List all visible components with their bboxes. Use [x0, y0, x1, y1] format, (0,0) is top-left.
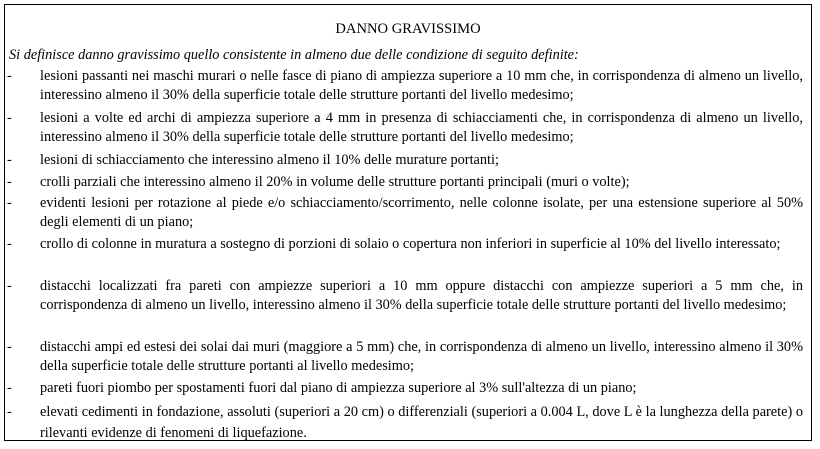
list-item [7, 338, 803, 376]
list-item-text: lesioni di schiacciamento che interessino almeno il 10% delle murature portanti; [40, 152, 499, 168]
list-item-text: lesioni passanti nei maschi murari o nelle fasce di piano di ampiezza superiore a 10 mm che, in corrispondenza di almeno un livello, interessino almeno il 30% della superficie totale delle strutture portanti del livello medesimo; [40, 68, 803, 104]
bullet-dash: - [7, 68, 12, 84]
list-item [7, 235, 803, 254]
list-item-text: crolli parziali che interessino almeno il 20% in volume delle strutture portanti principali (muri o volte); [40, 174, 630, 190]
list-item [7, 151, 803, 170]
list-item-text: evidenti lesioni per rotazione al piede e/o schiacciamento/scorrimento, nelle colonne isolate, per una estensione superiore al 50% degli elementi di un piano; [40, 195, 803, 231]
list-item-text: distacchi ampi ed estesi dei solai dai muri (maggiore a 5 mm) che, in corrispondenza di almeno un livello, interessino almeno il 30% della superficie totale delle strutture portanti al livello medesimo; [40, 339, 803, 375]
list-item-text: pareti fuori piombo per spostamenti fuori dal piano di ampiezza superiore al 3% sull'altezza di un piano; [40, 380, 637, 396]
list-item-text: lesioni a volte ed archi di ampiezza superiore a 4 mm in presenza di schiacciamenti che, in corrispondenza di almeno un livello, interessino almeno il 30% della superficie totale delle strutture portanti del livello medesimo; [40, 110, 803, 146]
list-item [7, 277, 803, 315]
list-item [7, 109, 803, 147]
list-item-text: elevati cedimenti in fondazione, assoluti (superiori a 20 cm) o differenziali (superiori a 0.004 L, dove L è la lunghezza della parete) o rilevanti evidenze di fenomeni di liquefazione. [40, 404, 803, 441]
bullet-dash: - [7, 236, 12, 252]
bullet-dash: - [7, 339, 12, 355]
list-item [7, 402, 803, 444]
bullet-dash: - [7, 174, 12, 190]
bullet-dash: - [7, 404, 12, 420]
bullet-dash: - [7, 152, 12, 168]
bullet-dash: - [7, 278, 12, 294]
list-item-text: distacchi localizzati fra pareti con ampiezze superiori a 10 mm oppure distacchi con ampiezze superiori a 5 mm che, in corrispondenza di almeno un livello, interessino almeno il 30% della superficie totale delle strutture portanti del livello medesimo; [40, 278, 803, 314]
list-item [7, 67, 803, 105]
document-frame [4, 4, 812, 441]
list-item [7, 173, 803, 192]
bullet-dash: - [7, 110, 12, 126]
bullet-dash: - [7, 380, 12, 396]
bullet-dash: - [7, 195, 12, 211]
list-item [7, 379, 803, 398]
list-item [7, 194, 803, 232]
document-title: DANNO GRAVISSIMO [335, 21, 481, 37]
intro-text: Si definisce danno gravissimo quello consistente in almeno due delle condizione di seguito definite: [9, 47, 579, 63]
list-item-text: crollo di colonne in muratura a sostegno di porzioni di solaio o copertura non inferiori in superficie al 10% del livello interessato; [40, 236, 781, 252]
